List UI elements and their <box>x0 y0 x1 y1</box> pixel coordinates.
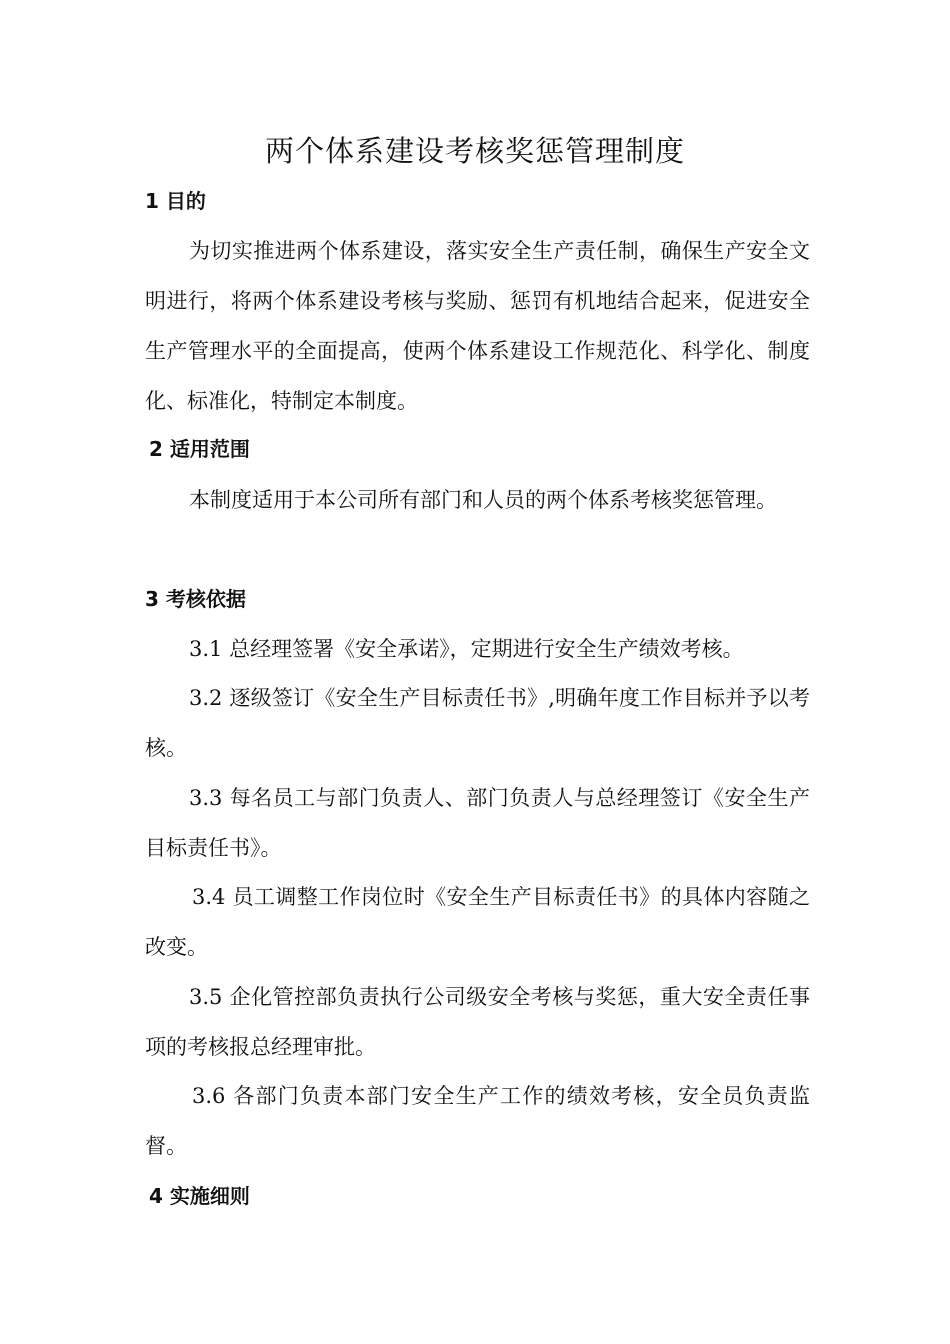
paragraph-basis-3-6: 3.6 各部门负责本部门安全生产工作的绩效考核，安全员负责监督。 <box>145 1084 810 1158</box>
paragraph-basis-3-4: 3.4 员工调整工作岗位时《安全生产目标责任书》的具体内容随之改变。 <box>145 885 810 959</box>
paragraph-basis-3-2: 3.2 逐级签订《安全生产目标责任书》,明确年度工作目标并予以考核。 <box>145 686 810 760</box>
section-heading-implementation: 4 实施细则 <box>149 1184 250 1208</box>
paragraph-purpose: 为切实推进两个体系建设，落实安全生产责任制，确保生产安全文明进行，将两个体系建设考核与奖励、惩罚有机地结合起来，促进安全生产管理水平的全面提高，使两个体系建设工作规范化、科学化、制度化、标准化，特制定本制度。 <box>145 239 810 413</box>
section-heading-purpose: 1 目的 <box>145 189 206 213</box>
document-title: 两个体系建设考核奖惩管理制度 <box>264 134 685 168</box>
paragraph-basis-3-5: 3.5 企化管控部负责执行公司级安全考核与奖惩，重大安全责任事项的考核报总经理审批。 <box>145 985 810 1059</box>
paragraph-scope: 本制度适用于本公司所有部门和人员的两个体系考核奖惩管理。 <box>189 488 777 512</box>
section-heading-basis: 3 考核依据 <box>145 587 246 611</box>
paragraph-basis-3-1: 3.1 总经理签署《安全承诺》，定期进行安全生产绩效考核。 <box>189 637 744 661</box>
section-heading-scope: 2 适用范围 <box>149 437 250 461</box>
paragraph-basis-3-3: 3.3 每名员工与部门负责人、部门负责人与总经理签订《安全生产目标责任书》。 <box>145 786 810 860</box>
